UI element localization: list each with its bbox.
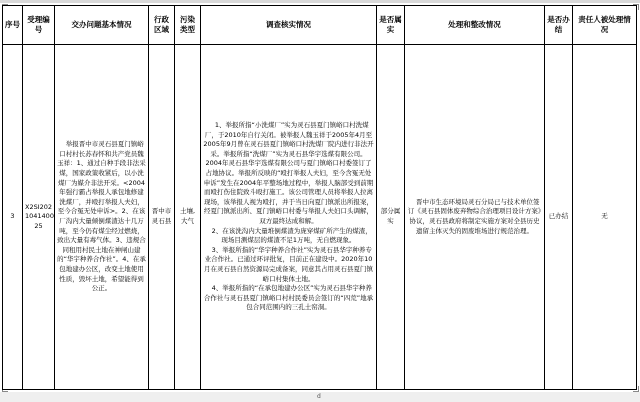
header-index: 序号 <box>3 6 23 45</box>
header-investigation: 调查核实情况 <box>201 6 377 45</box>
cell-case-id <box>23 45 55 390</box>
cell-closed: 已办结 <box>545 45 573 390</box>
header-accountability: 责任人被处理情况 <box>573 6 637 45</box>
header-handling: 处理和整改情况 <box>405 6 545 45</box>
cell-region: 晋中市灵石县 <box>149 45 175 390</box>
cell-investigation <box>201 45 377 390</box>
cell-accountability: 无 <box>573 45 637 390</box>
cell-pollution-type: 土壤,大气 <box>175 45 201 390</box>
header-case-id: 受理编号 <box>23 6 55 45</box>
table-row <box>3 45 637 390</box>
cell-handling <box>405 45 545 390</box>
case-id-line: 25 <box>34 221 43 230</box>
investigation-para: 1、举报所指“小洗煤厂”实为灵石县夏门镇峪口村洗煤厂，于2010年自行关闭。被举报人魏玉祥于2005年4月至2005年9月曾在灵石县夏门镇峪口村洗煤厂院内进行非法开采。举报所指“洗煤厂”实为灵石县华宇选煤有限公司。2004年灵石县华宇选煤有限公司与夏门镇峪口村委签订了占地协议。举报所反映的“殴打举报人夫妇，至今含冤无处申诉”发生在2004年平整场地过程中，举报人脑部受到前期而殴打伤住院致斗殴打施工。该公司管理人员将举报人拉离现场，该举报人视为殴打，并于当日向夏门镇派出所报案，经夏门镇派出所、夏门镇峪口村委与举报人夫妇口头调解，双方最终达成和解。 <box>203 121 374 225</box>
cell-issue <box>55 45 149 390</box>
cell-verified: 部分属实 <box>377 45 405 390</box>
header-pollution-type: 污染类型 <box>175 6 201 45</box>
page-mark: d <box>317 393 321 400</box>
top-edge <box>0 0 640 3</box>
header-closed: 是否办结 <box>545 6 573 45</box>
header-row <box>3 6 637 45</box>
handling-text: 晋中市生态环境局灵石分局已与技术单位签订《灵石县固体废弃物综合治理项目设计方案》协议，灵石县政府将制定实施方案对全县历史遗留主体灭失的固废堆场进行规范治理。 <box>407 197 542 235</box>
complaint-table <box>2 5 637 390</box>
cell-index: 3 <box>3 45 23 390</box>
investigation-para: 4、举报所指的“在承包地建办公区”实为灵石县华宇种养合作社与灵石县夏门镇峪口村村民委员会签订的“四荒”地承包合同范围内的三孔土窑洞。 <box>203 284 374 312</box>
header-region: 行政区域 <box>149 6 175 45</box>
case-id-line: 1041400 <box>25 212 54 221</box>
investigation-para: 2、在该洗沟内大量堆倒煤渣为庞穿煤矿所产生的煤渣，现场目测煤层的煤渣不足1万吨，无自燃现象。 <box>211 226 372 245</box>
header-verified: 是否属实 <box>377 6 405 45</box>
investigation-para: 3、举报所指的“华宇种养合作社”实为灵石县华宇种养专业合作社。已通过环评批复，目前正在建设中。2020年10月在灵石县自然资源局完成备案，同意其占用灵石县夏门镇峪口村集体土地。 <box>204 245 373 283</box>
issue-text: 举报晋中市灵石县夏门镇峪口村村长苏春怀和共产党员魏玉祥：1、通过自种手段非法采煤，国家政策收紧后，以小洗煤厂为媒介非法开采。<2004年强行霸占举报人承包地修建洗煤厂，并殴打举报人夫妇，至今合冤无处申诉>。2、在该厂沟内大量倾倒煤渣达十几万吨，至今仍有煤尘经过燃烧，致出大量有毒气体。3、违规合同租用村民土地在神闸山建的“华宇种养合作社”。4、在承包地建办公区，改变土地使用性质，毁坏土地，希望能得到公正。 <box>57 140 146 293</box>
header-issue: 交办问题基本情况 <box>55 6 149 45</box>
case-id-line: X2SI202 <box>25 202 53 211</box>
